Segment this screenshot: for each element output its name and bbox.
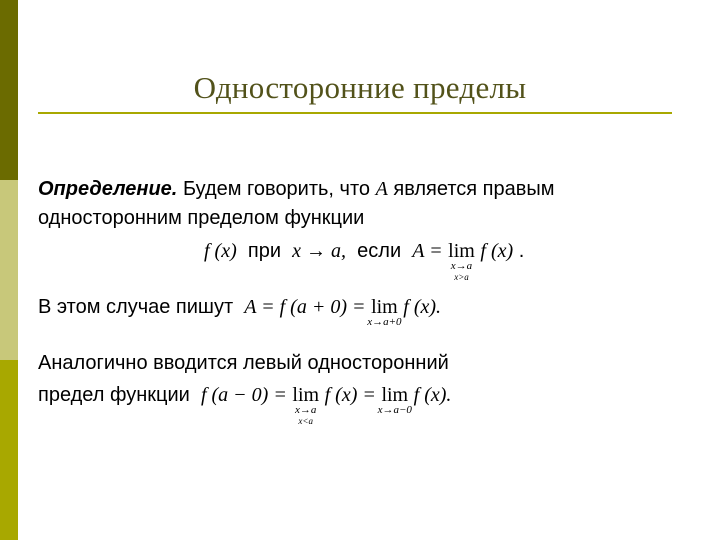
left-limit-operator-1: lim x→a x<a: [292, 384, 320, 426]
x-to-a: x → a,: [292, 240, 347, 262]
left-limit-middle: f (x) =: [324, 384, 376, 406]
accent-bar-light: [0, 180, 18, 360]
definition-label: Определение.: [38, 178, 178, 200]
definition-formula: [204, 240, 525, 282]
title-underline: [38, 112, 672, 114]
var-a: A: [375, 178, 388, 200]
limit-condition: x>a: [454, 272, 469, 282]
notation-rhs: f (x).: [403, 296, 442, 318]
notation-limit-subscript: x→a+0: [367, 316, 402, 328]
notation-text: В этом случае пишут: [38, 296, 234, 318]
at-word: при: [247, 240, 282, 262]
eq-a: A =: [412, 240, 443, 262]
left-limit-lhs: f (a − 0) =: [200, 384, 287, 406]
notation-line: [38, 296, 442, 328]
function-f-of-x: f (x): [204, 240, 237, 262]
definition-text-a: Будем говорить, что: [182, 178, 371, 200]
if-word: если: [357, 240, 402, 262]
limit-subscript: x→a: [450, 260, 473, 272]
limit-operator: lim x→a x>a: [448, 240, 475, 282]
definition-text-b: является правым: [393, 178, 555, 200]
left-limit-text: предел функции: [38, 384, 190, 406]
left-limit-subscript-2: x→a−0: [377, 404, 412, 416]
left-limit-line-2: [38, 384, 452, 426]
left-limit-line-1: Аналогично вводится левый односторонний: [38, 352, 449, 374]
limit-expression: f (x): [480, 240, 514, 262]
definition-line-1: [38, 178, 554, 201]
definition-line-2: односторонним пределом функции: [38, 207, 365, 229]
left-limit-operator-2: lim x→a−0: [377, 384, 412, 416]
left-limit-rhs: f (x).: [413, 384, 452, 406]
left-limit-subscript-1: x→a: [295, 404, 317, 416]
slide-title: Односторонние пределы: [193, 70, 527, 105]
left-limit-condition-1: x<a: [298, 416, 314, 426]
accent-bar-olive: [0, 360, 18, 540]
notation-limit-operator: lim x→a+0: [367, 296, 402, 328]
end-dot: .: [518, 240, 525, 262]
notation-lhs: A = f (a + 0) =: [244, 296, 366, 318]
